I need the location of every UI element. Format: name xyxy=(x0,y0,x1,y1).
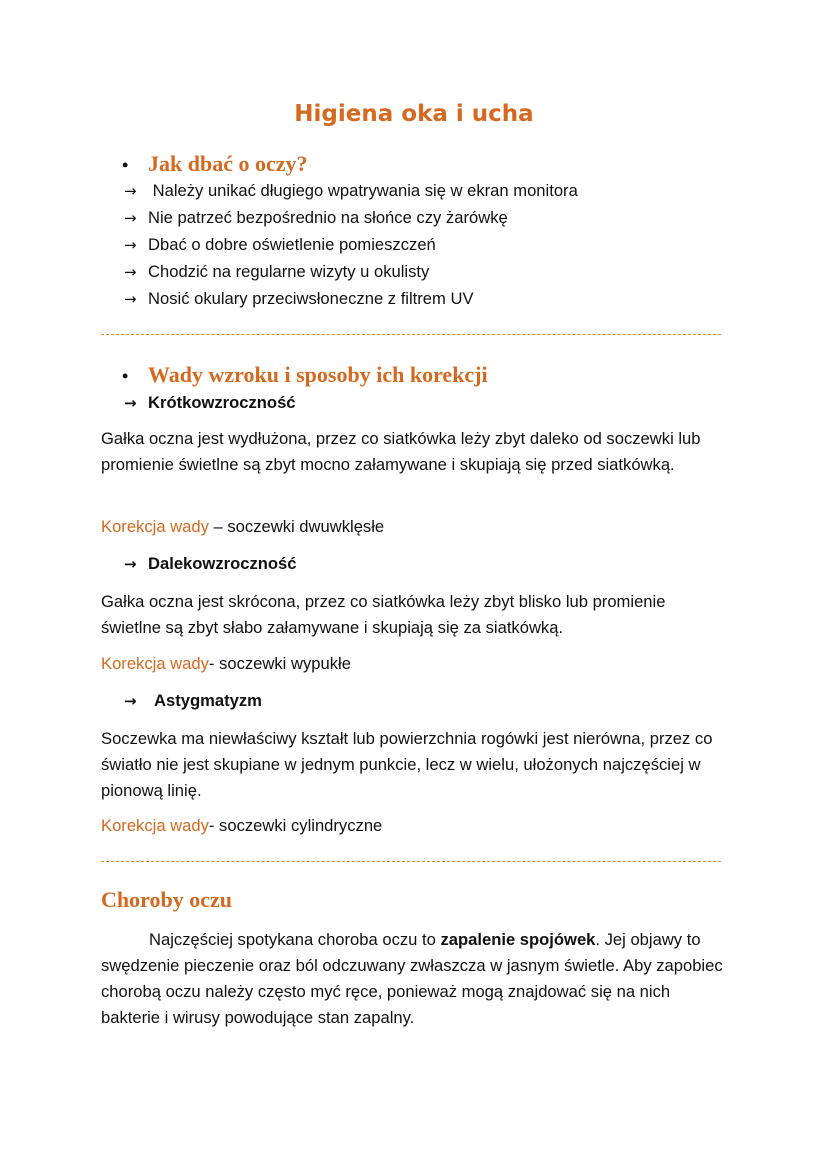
defect-title-astigmatism xyxy=(124,690,262,712)
bullet-icon: • xyxy=(122,366,129,386)
defect-title-myopia xyxy=(124,392,296,414)
list-item-text: Dbać o dobre oświetlenie pomieszczeń xyxy=(148,235,436,254)
correction-value: - soczewki wypukłe xyxy=(208,654,351,673)
list-item-text: Należy unikać długiego wpatrywania się w ekran monitora xyxy=(148,181,578,200)
paragraph-text: . Jej objawy to swędzenie pieczenie oraz ból odczuwany zwłaszcza w jasnym świetle. Aby zapobiec chorobą oczu należy często myć ręce, ponieważ mogą znajdować się na nich bakterie i wirusy powodujące stan zapalny. xyxy=(101,930,723,1027)
bullet-icon: • xyxy=(122,155,129,175)
defect-name: Dalekowzroczność xyxy=(148,554,297,573)
defect-title-hyperopia xyxy=(124,553,296,575)
section-heading-eye-care xyxy=(122,151,308,177)
correction-label: Korekcja wady xyxy=(101,517,209,536)
list-item-text: Nie patrzeć bezpośrednio na słońce czy żarówkę xyxy=(148,208,508,227)
list-item-text: Chodzić na regularne wizyty u okulisty xyxy=(148,262,430,281)
arrow-right-icon: → xyxy=(124,555,137,573)
section-divider xyxy=(101,861,721,862)
correction-value: – soczewki dwuwklęsłe xyxy=(208,517,385,536)
list-item-text: Nosić okulary przeciwsłoneczne z filtrem UV xyxy=(148,289,474,308)
defect-description: Gałka oczna jest skrócona, przez co siatkówka leży zbyt blisko lub promienie świetlne są zbyt słabo załamywane i skupiają się za siatkówką. xyxy=(101,592,666,637)
paragraph-text: Najczęściej spotykana choroba oczu to xyxy=(149,930,441,949)
diseases-paragraph xyxy=(101,927,726,1031)
arrow-right-icon: → xyxy=(124,263,137,281)
list-item xyxy=(124,180,578,202)
arrow-right-icon: → xyxy=(124,692,137,710)
list-item xyxy=(124,234,436,256)
correction-label: Korekcja wady xyxy=(101,654,209,673)
defect-name: Krótkowzroczność xyxy=(148,393,296,412)
defect-description: Soczewka ma niewłaściwy kształt lub powierzchnia rogówki jest nierówna, przez co światło nie jest skupiane w jednym punkcie, lecz w wielu, ułożonych najczęściej w pionową linię. xyxy=(101,729,713,800)
arrow-right-icon: → xyxy=(124,209,137,227)
correction-value: - soczewki cylindryczne xyxy=(208,816,383,835)
list-item xyxy=(124,207,508,229)
defect-correction xyxy=(101,815,382,837)
list-item xyxy=(124,261,429,283)
section-divider xyxy=(101,334,721,335)
page-title: Higiena oka i ucha xyxy=(294,101,534,127)
arrow-right-icon: → xyxy=(124,236,137,254)
defect-correction xyxy=(101,653,351,675)
defect-description: Gałka oczna jest wydłużona, przez co siatkówka leży zbyt daleko od soczewki lub promienie świetlne są zbyt mocno załamywane i skupiają się przed siatkówką. xyxy=(101,429,701,474)
arrow-right-icon: → xyxy=(124,182,137,200)
arrow-right-icon: → xyxy=(124,290,137,308)
defect-correction xyxy=(101,516,384,538)
section-heading-text: Jak dbać o oczy? xyxy=(148,151,308,176)
defect-name: Astygmatyzm xyxy=(154,691,262,710)
arrow-right-icon: → xyxy=(124,394,137,412)
paragraph-bold-term: zapalenie spojówek xyxy=(440,930,596,949)
section-heading-text: Wady wzroku i sposoby ich korekcji xyxy=(148,362,488,387)
section-heading-eye-diseases: Choroby oczu xyxy=(101,887,232,912)
correction-label: Korekcja wady xyxy=(101,816,209,835)
list-item xyxy=(124,288,474,310)
section-heading-vision-defects xyxy=(122,362,488,388)
